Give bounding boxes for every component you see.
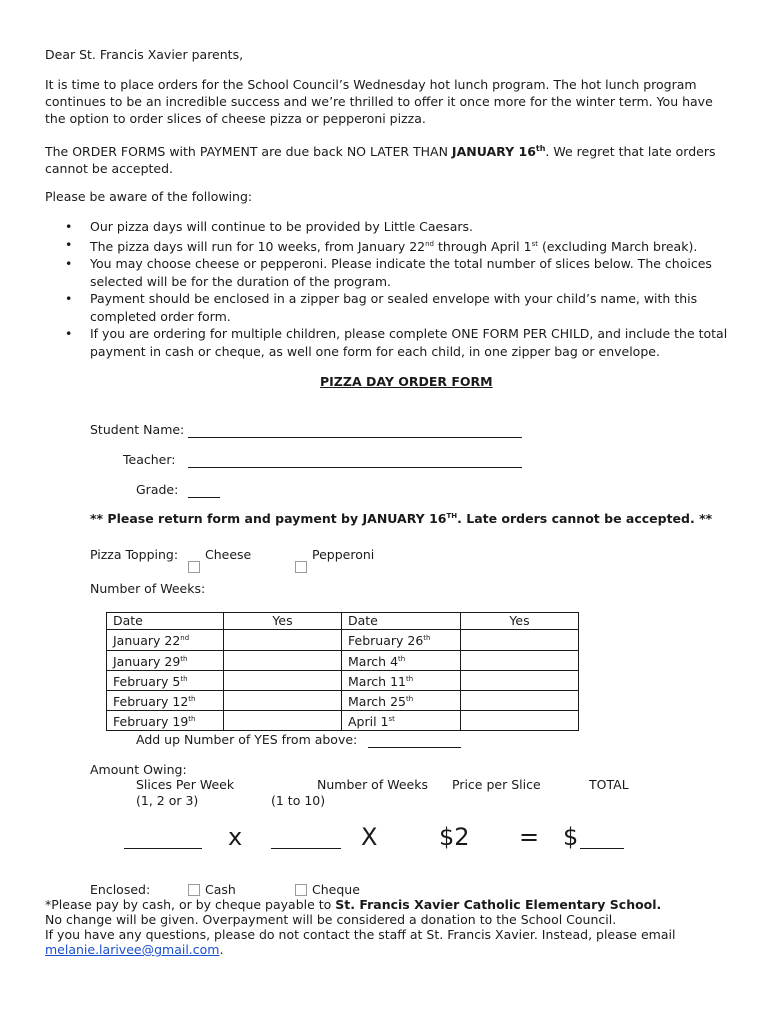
date-cell: February 12th [107, 690, 224, 710]
cheese-label: Cheese [205, 547, 252, 562]
date-header: Date [107, 613, 224, 630]
amount-owing-label: Amount Owing: [90, 762, 187, 777]
yes-header: Yes [461, 613, 579, 630]
price-value: $2 [439, 823, 470, 851]
yes-cell[interactable] [461, 670, 579, 690]
form-title: PIZZA DAY ORDER FORM [320, 374, 493, 389]
yes-cell[interactable] [224, 690, 342, 710]
date-cell: March 4th [342, 650, 461, 670]
return-notice: ** Please return form and payment by JANUARY 16TH. Late orders cannot be accepted. ** [90, 511, 713, 526]
weeks-range-label: (1 to 10) [271, 793, 326, 808]
student-name-label: Student Name: [90, 422, 185, 437]
multiply-sign: X [361, 823, 378, 851]
date-header: Date [342, 613, 461, 630]
change-note: No change will be given. Overpayment will be considered a donation to the School Council. [45, 912, 617, 927]
yes-cell[interactable] [224, 630, 342, 650]
add-up-label: Add up Number of YES from above: [136, 732, 358, 747]
cheque-checkbox[interactable] [295, 884, 307, 896]
bullet-item: • The pizza days will run for 10 weeks, from January 22nd through April 1st (excluding March break). [45, 236, 735, 256]
table-row [107, 650, 579, 670]
date-cell: January 22nd [107, 630, 224, 650]
date-cell: February 26th [342, 630, 461, 650]
yes-cell[interactable] [461, 711, 579, 731]
pepperoni-label: Pepperoni [312, 547, 375, 562]
yes-header: Yes [224, 613, 342, 630]
bullet-item: • You may choose cheese or pepperoni. Please indicate the total number of slices below. The choices selected will be for the duration of the program. [45, 255, 735, 290]
pizza-topping-label: Pizza Topping: [90, 547, 179, 562]
slices-range-label: (1, 2 or 3) [136, 793, 199, 808]
aware-paragraph: Please be aware of the following: [45, 189, 253, 204]
deadline-paragraph [45, 140, 735, 177]
date-cell: February 5th [107, 670, 224, 690]
number-of-weeks-col-label: Number of Weeks [317, 777, 428, 792]
price-per-slice-label: Price per Slice [452, 777, 541, 792]
grade-field[interactable] [188, 483, 220, 498]
questions-note: If you have any questions, please do not contact the staff at St. Francis Xavier. Instead, please email [45, 927, 676, 942]
cheese-checkbox[interactable] [188, 561, 200, 573]
weeks-field[interactable] [271, 848, 341, 849]
deadline-text-end: . We regret that late orders cannot be accepted. [45, 144, 716, 177]
pepperoni-checkbox[interactable] [295, 561, 307, 573]
cheque-label: Cheque [312, 882, 360, 897]
email-line: melanie.larivee@gmail.com. [45, 942, 224, 957]
slices-per-week-label: Slices Per Week [136, 777, 235, 792]
payment-note: *Please pay by cash, or by cheque payable to St. Francis Xavier Catholic Elementary School. [45, 897, 662, 912]
bullet-item: • Our pizza days will continue to be provided by Little Caesars. [45, 218, 735, 236]
yes-cell[interactable] [461, 650, 579, 670]
date-cell: March 25th [342, 690, 461, 710]
info-bullet-list [45, 218, 735, 360]
deadline-date: JANUARY 16th [451, 144, 546, 160]
yes-count-field[interactable] [368, 733, 461, 748]
date-cell: March 11th [342, 670, 461, 690]
intro-paragraph: It is time to place orders for the School Council’s Wednesday hot lunch program. The hot lunch program continues to be an incredible success and we’re thrilled to offer it once more for the winter term. You have the option to order slices of cheese pizza or pepperoni pizza. [45, 77, 713, 126]
greeting: Dear St. Francis Xavier parents, [45, 47, 244, 62]
cash-checkbox[interactable] [188, 884, 200, 896]
yes-cell[interactable] [224, 711, 342, 731]
bullet-item: • Payment should be enclosed in a zipper bag or sealed envelope with your child’s name, with this completed order form. [45, 290, 735, 325]
table-row [107, 630, 579, 650]
table-row [107, 711, 579, 731]
total-label: TOTAL [589, 777, 629, 792]
total-field[interactable] [580, 848, 624, 849]
equals-sign: = [519, 823, 540, 851]
yes-cell[interactable] [461, 690, 579, 710]
yes-cell[interactable] [461, 630, 579, 650]
date-cell: January 29th [107, 650, 224, 670]
weeks-table [106, 612, 579, 731]
enclosed-label: Enclosed: [90, 882, 151, 897]
number-of-weeks-label: Number of Weeks: [90, 581, 206, 596]
teacher-label: Teacher: [123, 452, 176, 467]
teacher-field[interactable] [188, 453, 522, 468]
multiply-sign: x [228, 823, 243, 851]
date-cell: April 1st [342, 711, 461, 731]
table-row [107, 690, 579, 710]
table-header-row [107, 613, 579, 630]
email-link[interactable]: melanie.larivee@gmail.com [45, 942, 220, 957]
dollar-sign: $ [563, 823, 579, 851]
yes-cell[interactable] [224, 650, 342, 670]
yes-cell[interactable] [224, 670, 342, 690]
student-name-field[interactable] [188, 423, 522, 438]
bullet-item: • If you are ordering for multiple children, please complete ONE FORM PER CHILD, and include the total payment in cash or cheque, as well one form for each child, in one zipper bag or envelope. [45, 325, 735, 360]
date-cell: February 19th [107, 711, 224, 731]
deadline-text: The ORDER FORMS with PAYMENT are due back NO LATER THAN [45, 144, 452, 160]
cash-label: Cash [205, 882, 236, 897]
slices-field[interactable] [124, 848, 202, 849]
table-row [107, 670, 579, 690]
grade-label: Grade: [136, 482, 179, 497]
